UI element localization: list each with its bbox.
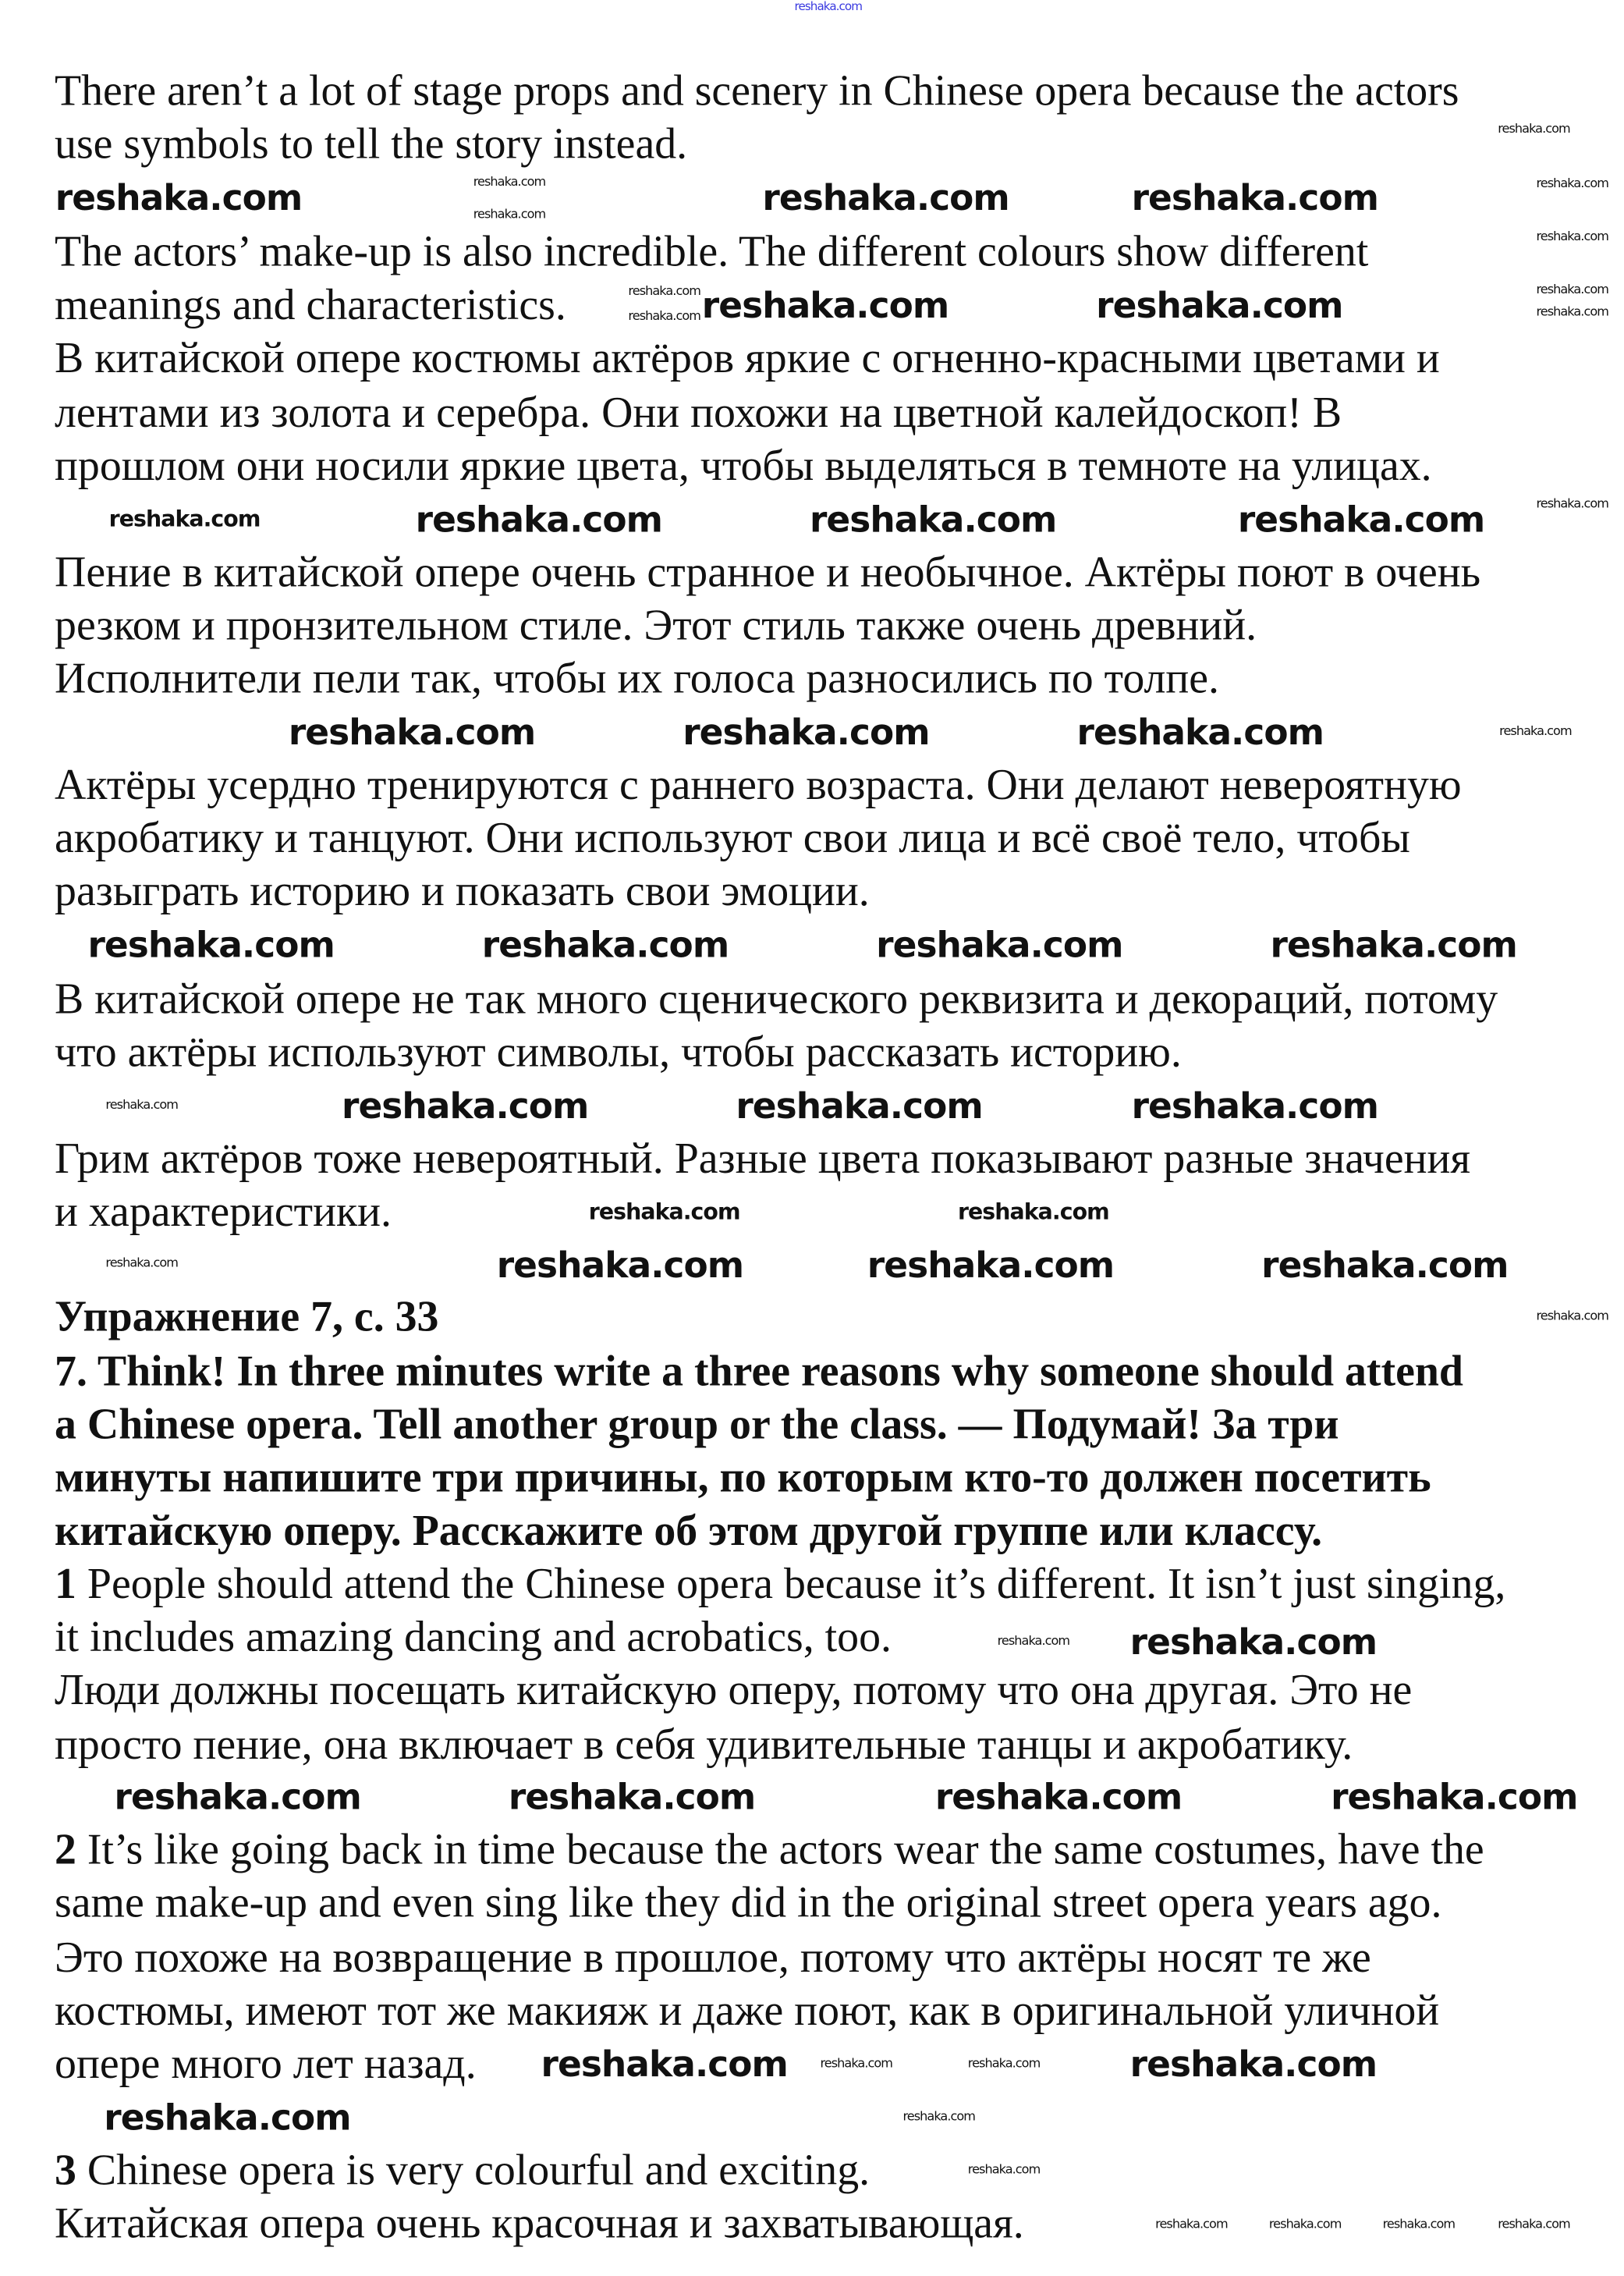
watermark: reshaka.com <box>1270 924 1517 966</box>
text-line <box>55 387 1342 440</box>
text-line <box>55 759 1462 812</box>
watermark: reshaka.com <box>104 2097 351 2139</box>
answer-number: 3 <box>55 2146 76 2195</box>
text-line <box>55 65 1459 118</box>
text-line <box>55 973 1498 1026</box>
watermark: reshaka.com <box>1268 2217 1342 2233</box>
watermark: reshaka.com <box>496 1245 744 1287</box>
watermark: reshaka.com <box>736 1085 983 1127</box>
watermark: reshaka.com <box>481 924 729 966</box>
text-line <box>55 1611 892 1664</box>
line-text: Исполнители пели так, чтобы их голоса разносились по толпе. <box>55 655 1219 703</box>
text-line <box>55 2038 477 2091</box>
watermark: reshaka.com <box>1498 2217 1570 2233</box>
watermark: reshaka.com <box>473 175 546 190</box>
watermark: reshaka.com <box>967 2057 1041 2072</box>
text-line <box>55 118 687 171</box>
answer-number: 1 <box>55 1561 76 1609</box>
line-text: минуты напишите три причины, по которым кто-то должен посетить <box>55 1454 1431 1502</box>
watermark: reshaka.com <box>701 285 949 327</box>
text-line <box>55 653 1219 706</box>
text-line <box>55 1026 1182 1079</box>
text-line <box>55 440 1432 493</box>
text-line <box>55 1877 1441 1930</box>
line-text: разыграть историю и показать свои эмоции. <box>55 868 870 916</box>
line-text: В китайской опере не так много сценического реквизита и декораций, потому <box>55 976 1498 1024</box>
exercise-heading-line <box>55 1452 1431 1505</box>
watermark: reshaka.com <box>1261 1245 1509 1287</box>
line-text: Люди должны посещать китайскую оперу, потому что она другая. Это не <box>55 1667 1413 1715</box>
line-text: Актёры усердно тренируются с раннего возраста. Они делают невероятную <box>55 762 1462 810</box>
watermark: reshaka.com <box>957 1198 1109 1225</box>
line-text: лентами из золота и серебра. Они похожи на цветной калейдоскоп! В <box>55 389 1342 438</box>
line-text: Это похоже на возвращение в прошлое, потому что актёры носят те же <box>55 1934 1371 1983</box>
line-text: Упражнение 7, с. 33 <box>55 1294 439 1341</box>
line-text: 7. Think! In three minutes write a three reasons why someone should attend <box>55 1348 1463 1396</box>
text-line <box>55 1133 1470 1186</box>
line-text: резком и пронзительном стиле. Этот стиль также очень древний. <box>55 602 1257 650</box>
text-line <box>55 1719 1353 1772</box>
watermark: reshaka.com <box>967 2163 1041 2178</box>
watermark: reshaka.com <box>934 1776 1183 1818</box>
watermark: reshaka.com <box>1536 497 1609 513</box>
watermark: reshaka.com <box>87 924 335 966</box>
watermark: reshaka.com <box>508 1776 756 1818</box>
watermark: reshaka.com <box>628 284 700 300</box>
text-line <box>55 2197 1024 2250</box>
watermark: reshaka.com <box>55 177 303 219</box>
text-line <box>55 226 1368 279</box>
line-text: Китайская опера очень красочная и захватывающая. <box>55 2200 1024 2248</box>
line-text: В китайской опере костюмы актёров яркие с огненно-красными цветами и <box>55 335 1440 383</box>
answer-number: 2 <box>55 1827 76 1874</box>
text-line <box>55 1985 1439 2038</box>
text-line <box>55 279 566 332</box>
line-text: use symbols to tell the story instead. <box>55 121 688 169</box>
text-line <box>55 599 1257 652</box>
text-line <box>55 865 870 918</box>
exercise-heading-line <box>55 1291 438 1344</box>
watermark: reshaka.com <box>1498 122 1570 137</box>
watermark: reshaka.com <box>628 309 700 325</box>
watermark: reshaka.com <box>108 506 261 533</box>
line-text: костюмы, имеют тот же макияж и даже поют, как в оригинальной уличной <box>55 1987 1440 2036</box>
watermark: reshaka.com <box>588 1198 740 1225</box>
watermark: reshaka.com <box>1536 176 1609 192</box>
text-line <box>55 332 1440 385</box>
line-text: что актёры используют символы, чтобы рассказать историю. <box>55 1029 1182 1077</box>
text-line <box>55 1823 1484 1877</box>
watermark: reshaka.com <box>105 1256 178 1272</box>
text-line <box>55 812 1410 865</box>
watermark: reshaka.com <box>876 924 1123 966</box>
watermark: reshaka.com <box>1499 724 1572 740</box>
watermark: reshaka.com <box>1131 177 1379 219</box>
watermark: reshaka.com <box>1237 499 1485 541</box>
watermark: reshaka.com <box>1536 282 1609 298</box>
watermark: reshaka.com <box>114 1776 361 1818</box>
watermark: reshaka.com <box>541 2043 788 2086</box>
line-text: The actors’ make-up is also incredible. The different colours show different <box>55 229 1369 276</box>
watermark: reshaka.com <box>1536 1309 1609 1325</box>
watermark: reshaka.com <box>1331 1776 1578 1818</box>
watermark: reshaka.com <box>1536 229 1609 245</box>
text-line <box>55 1186 392 1239</box>
line-text: Грим актёров тоже невероятный. Разные цвета показывают разные значения <box>55 1135 1471 1184</box>
watermark: reshaka.com <box>105 1098 178 1113</box>
line-text: просто пение, она включает в себя удивительные танцы и акробатику. <box>55 1721 1353 1770</box>
watermark: reshaka.com <box>341 1085 589 1127</box>
watermark: reshaka.com <box>1536 305 1609 321</box>
line-text: Пение в китайской опере очень странное и необычное. Актёры поют в очень <box>55 549 1481 597</box>
line-text: it includes amazing dancing and acrobatics, too. <box>55 1614 892 1662</box>
watermark: reshaka.com <box>683 712 930 754</box>
line-text: It’s like going back in time because the actors wear the same costumes, have the <box>76 1827 1484 1874</box>
line-text: Chinese opera is very colourful and exciting. <box>76 2146 871 2195</box>
line-text: китайскую оперу. Расскажите об этом другой группе или классу. <box>55 1507 1323 1556</box>
watermark: reshaka.com <box>1129 2043 1378 2086</box>
watermark: reshaka.com <box>1076 712 1324 754</box>
watermark: reshaka.com <box>1382 2217 1456 2233</box>
watermark: reshaka.com <box>997 1634 1070 1649</box>
watermark: reshaka.com <box>1096 285 1343 327</box>
exercise-heading-line <box>55 1505 1322 1558</box>
text-line <box>55 1558 1505 1611</box>
watermark: reshaka.com <box>473 208 546 223</box>
line-text: There aren’t a lot of stage props and scenery in Chinese opera because the actors <box>55 68 1459 115</box>
watermark: reshaka.com <box>762 177 1009 219</box>
line-text: same make-up and even sing like they did in the original street opera years ago. <box>55 1880 1442 1927</box>
watermark: reshaka.com <box>1155 2217 1228 2233</box>
watermark: reshaka.com <box>1131 1085 1379 1127</box>
watermark: reshaka.com <box>415 499 663 541</box>
watermark: reshaka.com <box>902 2110 976 2125</box>
watermark: reshaka.com <box>867 1245 1115 1287</box>
line-text: акробатику и танцуют. Они используют свои лица и всё своё тело, чтобы <box>55 815 1410 863</box>
line-text: прошлом они носили яркие цвета, чтобы выделяться в темноте на улицах. <box>55 442 1432 491</box>
watermark: reshaka.com <box>820 2057 893 2072</box>
line-text: a Chinese opera. Tell another group or the class. — Подумай! За три <box>55 1401 1339 1449</box>
text-line <box>55 1664 1412 1717</box>
watermark: reshaka.com <box>288 712 536 754</box>
header-watermark: reshaka.com <box>794 0 863 14</box>
text-line <box>55 2144 870 2197</box>
exercise-heading-line <box>55 1398 1339 1451</box>
line-text: People should attend the Chinese opera because it’s different. It isn’t just singing, <box>76 1561 1506 1609</box>
text-line <box>55 546 1480 599</box>
exercise-heading-line <box>55 1345 1463 1398</box>
watermark: reshaka.com <box>1129 1621 1378 1664</box>
line-text: meanings and characteristics. <box>55 282 566 330</box>
line-text: опере много лет назад. <box>55 2040 477 2089</box>
watermark: reshaka.com <box>809 499 1057 541</box>
line-text: и характеристики. <box>55 1188 392 1237</box>
text-line <box>55 1932 1371 1985</box>
